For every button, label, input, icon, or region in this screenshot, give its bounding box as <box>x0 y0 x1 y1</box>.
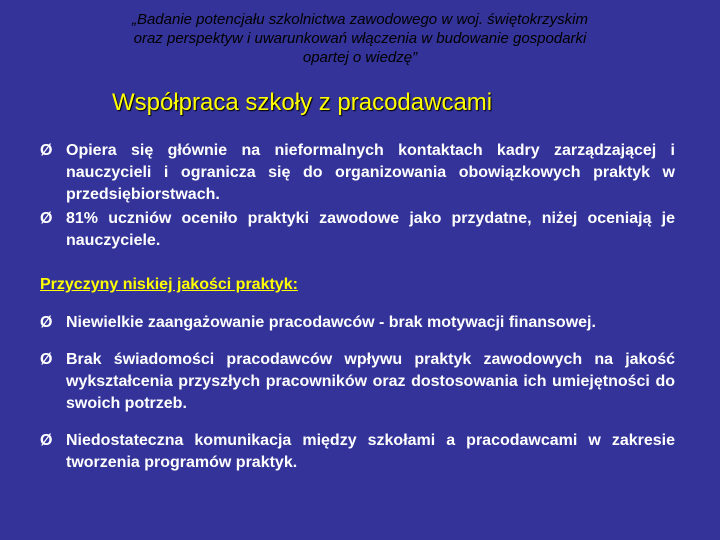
arrow-bullet-icon: Ø <box>40 142 53 159</box>
report-header <box>120 10 600 67</box>
section-heading: Przyczyny niskiej jakości praktyk: <box>40 276 298 293</box>
bullet-item <box>40 430 675 474</box>
bullet-text: Opiera się głównie na nieformalnych kontaktach kadry zarządzającej i nauczycieli i ogranicza się do organizowania obowiązkowych praktyk w przedsiębiorstwach. <box>66 142 675 203</box>
arrow-bullet-icon: Ø <box>40 314 53 331</box>
arrow-bullet-icon: Ø <box>40 210 53 227</box>
bullet-text: Niedostateczna komunikacja między szkołami a pracodawcami w zakresie tworzenia programów praktyk. <box>66 432 675 471</box>
bullet-item <box>40 140 675 206</box>
arrow-bullet-icon: Ø <box>40 351 53 368</box>
header-line-2: oraz perspektyw i uwarunkowań włączenia w budowanie gospodarki <box>133 30 587 47</box>
bullet-item <box>40 312 675 334</box>
header-line-3: opartej o wiedzę” <box>302 49 418 66</box>
bullet-item <box>40 349 675 415</box>
bullet-text: Brak świadomości pracodawców wpływu praktyk zawodowych na jakość wykształcenia przyszłych pracowników oraz dostosowania ich umiejętności do swoich potrzeb. <box>66 351 675 412</box>
arrow-bullet-icon: Ø <box>40 432 53 449</box>
slide-title: Współpraca szkoły z pracodawcami <box>112 89 493 116</box>
bullet-text: 81% uczniów oceniło praktyki zawodowe jako przydatne, niżej oceniają je nauczyciele. <box>66 210 675 249</box>
bullet-text: Niewielkie zaangażowanie pracodawców - brak motywacji finansowej. <box>66 314 596 331</box>
header-line-1: „Badanie potencjału szkolnictwa zawodowego w woj. świętokrzyskim <box>131 11 589 28</box>
bullet-item <box>40 208 675 252</box>
